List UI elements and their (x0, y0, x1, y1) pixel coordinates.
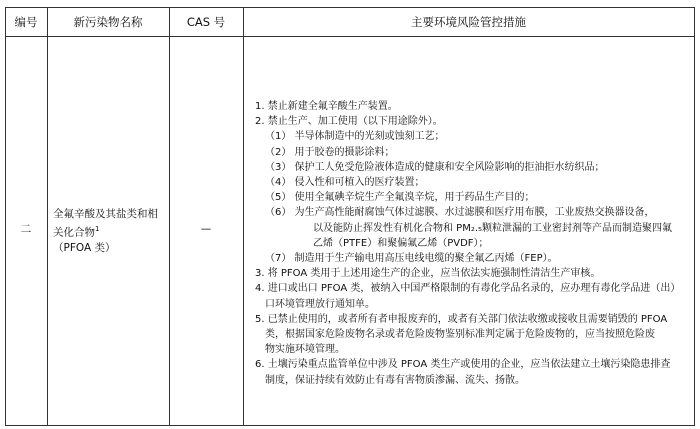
measure-line: 5. 已禁止使用的，或者所有者申报废弃的，或者有关部门依法收缴或接收且需要销毁的 PFOA (255, 313, 668, 325)
header-bottom-border (5, 36, 695, 37)
measure-line: （4） 侵入性和可植入的医疗装置； (265, 177, 425, 189)
measure-line: （7） 制造用于生产输电用高压电线电缆的聚全氟乙丙烯（FEP）。 (265, 253, 558, 265)
pollutant-name-line3: （PFOA 类） (53, 241, 116, 254)
col-border-3 (243, 7, 244, 426)
pollutant-name-text2: 关化合物 (53, 226, 95, 239)
header-pollutant-name: 新污染物名称 (73, 14, 143, 29)
cas-number: — (200, 223, 212, 235)
footnote-marker: 1 (95, 225, 100, 233)
measure-line: （5） 使用全氟碘辛烷生产全氟溴辛烷，用于药品生产目的； (265, 192, 535, 204)
col-border-1 (47, 7, 48, 426)
measure-line: （3） 保护工人免受危险液体造成的健康和安全风险影响的拒油拒水纺织品； (265, 161, 605, 173)
measure-line: 1. 禁止新建全氟辛酸生产装置。 (255, 101, 398, 112)
header-cas: CAS 号 (186, 14, 226, 29)
risk-control-measures (255, 99, 685, 388)
measure-line: （2） 用于胶卷的摄影涂料； (265, 146, 395, 158)
pollutant-name-line1: 全氟辛酸及其盐类和相 (53, 208, 158, 220)
measure-line: 类，根据国家危险废物名录或者危险废物鉴别标准判定属于危险废物的，应当按照危险废 (265, 329, 655, 341)
table-bottom-border (5, 425, 695, 426)
measure-line: 口环境管理放行通知单。 (265, 298, 375, 310)
pollutant-name (53, 207, 167, 256)
measure-line: 4. 进口或出口 PFOA 类，被纳入中国严格限制的有毒化学品名录的，应办理有毒化学品进（出） (255, 283, 681, 295)
header-measures: 主要环境风险管控措施 (411, 14, 526, 29)
measure-line: 6. 土壤污染重点监管单位中涉及 PFOA 类生产或使用的企业，应当依法建立土壤污染隐患排查 (255, 359, 671, 371)
pollutant-name-line2 (53, 222, 167, 241)
measure-line: 乙烯（PTFE）和聚偏氟乙烯（PVDF）； (313, 237, 489, 249)
measure-line: （6） 为生产高性能耐腐蚀气体过滤膜、水过滤膜和医疗用布膜，工业废热交换器设备， (265, 207, 655, 219)
measure-line: 以及能防止挥发性有机化合物和 PM₂.₅颗粒泄漏的工业密封剂等产品而制造聚四氟 (313, 222, 673, 234)
col-border-left (5, 7, 6, 426)
measure-line: 制度，保证持续有效防止有毒有害物质渗漏、流失、扬散。 (265, 374, 525, 386)
col-border-2 (169, 7, 170, 426)
header-number: 编号 (14, 14, 38, 29)
col-border-right (694, 7, 695, 426)
measure-line: 物实施环境管理。 (265, 344, 345, 356)
measure-line: 3. 将 PFOA 类用于上述用途生产的企业，应当依法实施强制性清洁生产审核。 (255, 268, 601, 280)
measure-line: 2. 禁止生产、加工使用（以下用途除外）。 (255, 116, 443, 128)
measure-line: （1） 半导体制造中的光刻或蚀刻工艺； (265, 131, 445, 143)
row-number: 二 (20, 223, 32, 235)
